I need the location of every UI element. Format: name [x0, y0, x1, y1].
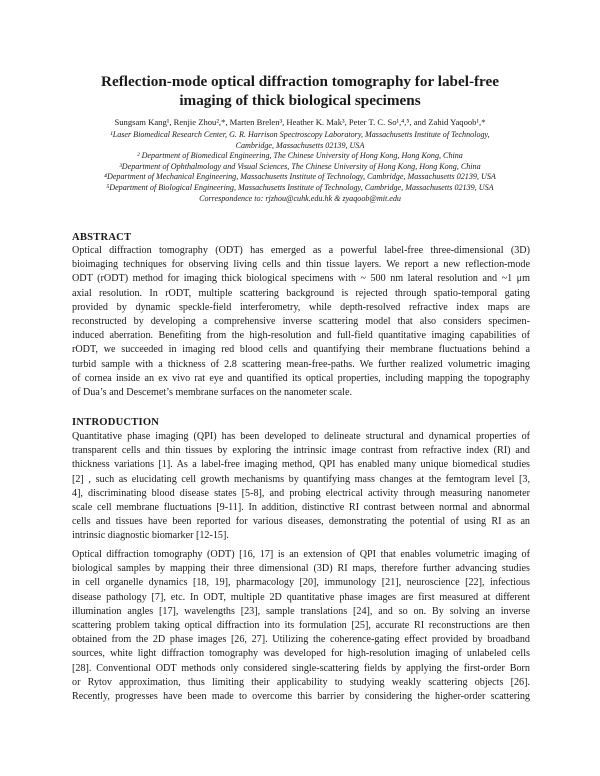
- author-list: Sungsam Kang¹, Renjie Zhou²,*, Marten Brelen³, Heather K. Mak³, Peter T. C. So¹,⁴,⁵, and Zahid Yaqoob¹,*: [114, 117, 486, 127]
- affiliation-line: ¹Laser Biomedical Research Center, G. R. Harrison Spectroscopy Laboratory, Massachusetts Institute of Technology,: [110, 130, 490, 139]
- intro-line: scale cell membrane fluctuations [9-11]. In addition, distinctive RI contrast between normal and abnormal: [72, 501, 530, 513]
- intro-line: thickness variations [1]. As a label-free imaging method, QPI has enabled many unique biomedical studies: [72, 459, 530, 471]
- intro-line: disease pathology [7], etc. In ODT, multiple 2D quantitative phase images are first measured at different: [72, 591, 530, 603]
- correspondence-line: Correspondence to: rjzhou@cuhk.edu.hk & zyaqoob@mit.edu: [199, 193, 401, 203]
- intro-line: intrinsic diagnostic biomarker [12-15].: [72, 530, 229, 542]
- intro-line: biological samples by mapping their three dimensional (3D) RI maps, therefore further advancing studies: [72, 563, 530, 575]
- abstract-line: provided by dynamic speckle-field interferometry, while depth-resolved refractive index maps are: [72, 301, 530, 313]
- abstract-line: turbid sample with a thickness of 2.8 scattering mean-free-paths. We further realized volumetric imaging: [72, 358, 530, 370]
- intro-line: Quantitative phase imaging (QPI) has been developed to delineate structural and dynamical properties of: [72, 431, 530, 442]
- affiliation-line: ⁵Department of Biological Engineering, Massachusetts Institute of Technology, Cambridge, Massachusetts 02139, USA: [106, 182, 494, 192]
- abstract-line: ODT (rODT) method for imaging thick biological specimens with ~ 500 nm lateral resolution and ~1 μm: [72, 273, 530, 285]
- abstract-line: axial resolution. In rODT, multiple scattering background is rejected through spatio-temporal gating: [72, 287, 530, 299]
- intro-line: transparent cells and thin tissues by exploring the intrinsic image contrast from refractive index (RI) and: [72, 445, 530, 457]
- introduction-heading: INTRODUCTION: [72, 417, 160, 428]
- intro-line: in cell organelle dynamics [18, 19], pharmacology [20], immunology [21], neuroscience [22], infectious: [72, 577, 530, 589]
- affiliation-line: Cambridge, Massachusetts 02139, USA: [235, 140, 365, 150]
- intro-line: [28]. Conventional ODT methods only considered single-scattering fields by applying the first-order Born: [72, 662, 530, 674]
- affiliation-line: ³Department of Ophthalmology and Visual Sciences, The Chinese University of Hong Kong, Hong Kong, China: [119, 161, 481, 171]
- affiliation-line: ² Department of Biomedical Engineering, The Chinese University of Hong Kong, Hong Kong, China: [137, 151, 463, 161]
- intro-line: or Rytov approximation, thus limiting their applicability to studying weakly scattering objects [26].: [72, 676, 530, 688]
- abstract-line: of Dua’s and Descemet’s membrane surfaces on the nanometer scale.: [72, 386, 353, 398]
- introduction-paragraph-1: [72, 430, 530, 544]
- introduction-paragraph-2: [72, 548, 530, 704]
- paper-title: [60, 72, 540, 110]
- intro-line: 4], discriminating blood disease states [5-8], and probing electrical activity through measuring nanometer: [72, 487, 530, 499]
- intro-line: obtained from the 2D phase images [26, 27]. Utilizing the coherence-gating effect provided by broadband: [72, 634, 530, 646]
- intro-line: illumination angles [17], wavelengths [23], sample translations [24], and so on. By solving an inverse: [72, 605, 530, 617]
- title-line: imaging of thick biological specimens: [179, 92, 421, 109]
- abstract-heading: ABSTRACT: [72, 232, 132, 243]
- abstract-line: reconstructed by developing a comprehensive inverse scattering model that also considers specimen-: [72, 315, 530, 327]
- abstract-line: rODT, we succeeded in imaging red blood cells and quantifying their membrane fluctuations behind a: [72, 344, 530, 356]
- affiliations: [60, 130, 540, 204]
- abstract-line: of cornea inside an ex vivo rat eye and quantified its optical properties, including mapping the topography: [72, 372, 530, 384]
- intro-line: [2] , such as elucidating cell growth mechanisms by quantifying mass changes at the femtogram level [3,: [72, 473, 530, 485]
- abstract-line: induced aberration. Benefiting from the high-resolution and full-field quantitative imaging capabilities of: [72, 330, 530, 342]
- intro-line: Recently, progresses have been made to overcome this barrier by considering the higher-order scattering: [72, 690, 530, 702]
- title-line: Reflection-mode optical diffraction tomography for label-free: [100, 73, 500, 90]
- affiliation-line: ⁴Department of Mechanical Engineering, Massachusetts Institute of Technology, Cambridge, Massachusetts 02139, USA: [104, 172, 496, 182]
- intro-line: cells and tissues have been reported for various diseases, demonstrating the potential of using RI as an: [72, 516, 530, 528]
- abstract-body: [72, 244, 530, 400]
- abstract-line: bioimaging techniques for observing living cells and thin tissue layers. We report a new reflection-mode: [72, 259, 530, 271]
- abstract-line: Optical diffraction tomography (ODT) has emerged as a powerful label-free three-dimensional (3D): [72, 245, 530, 256]
- intro-line: Optical diffraction tomography (ODT) [16, 17] is an extension of QPI that enables volumetric imaging of: [72, 549, 530, 560]
- intro-line: sources, white light diffraction tomography was developed for high-resolution imaging of unlabeled cells: [72, 648, 530, 660]
- intro-line: scattering problem taking optical diffraction into its formulation [25], accurate RI reconstructions are then: [72, 619, 530, 631]
